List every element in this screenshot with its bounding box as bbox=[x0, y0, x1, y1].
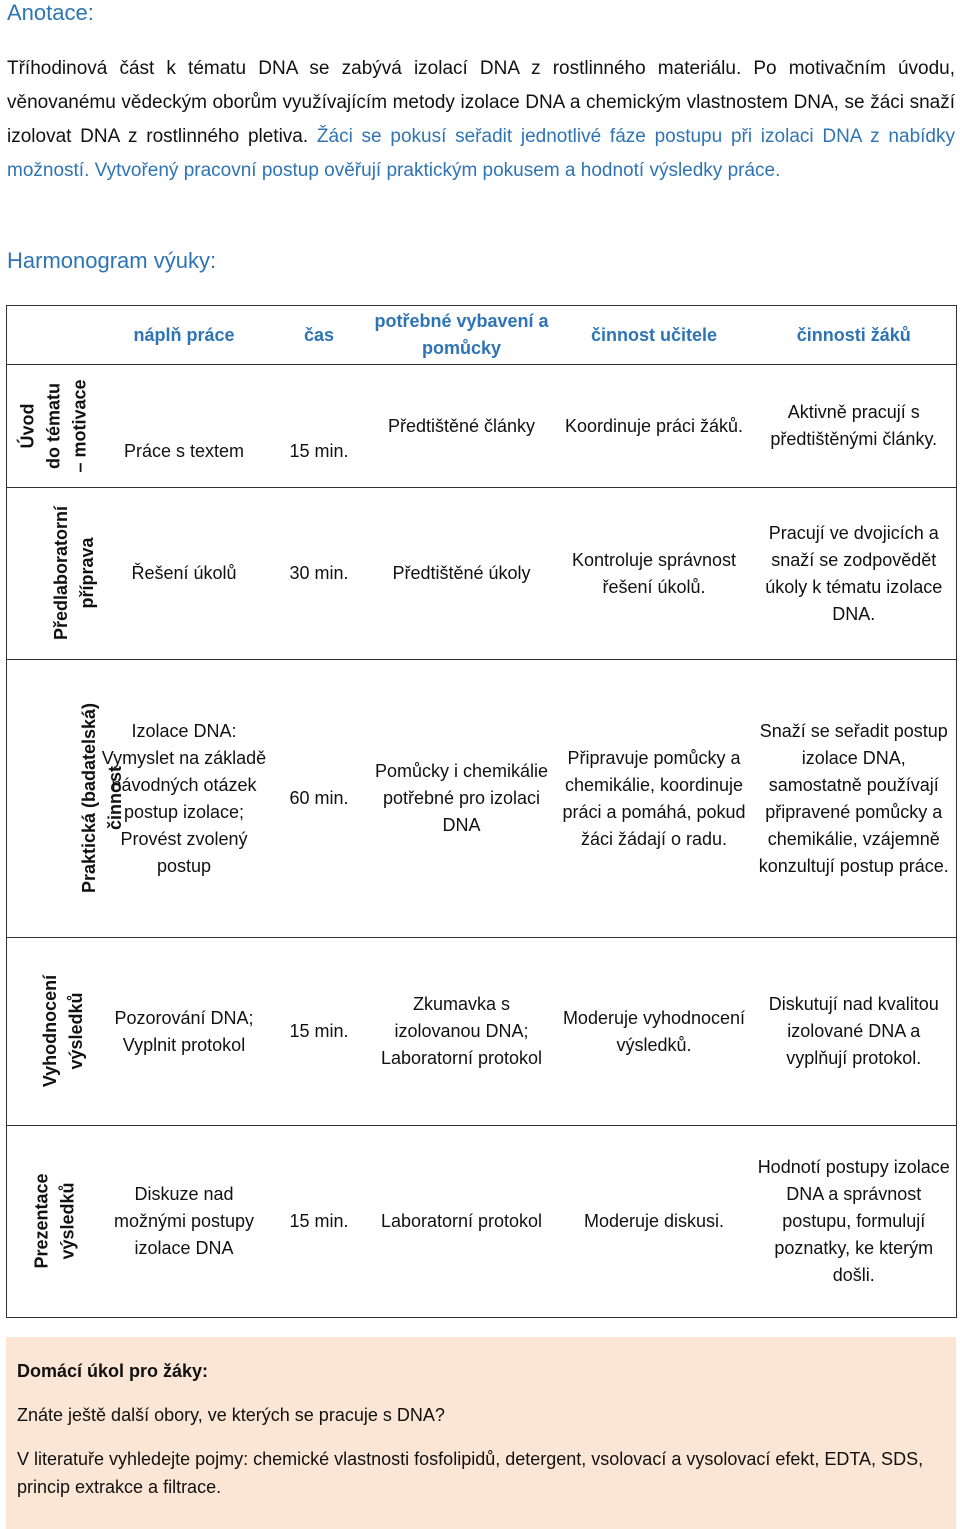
stage-label: Vyhodnocení výsledků bbox=[40, 974, 87, 1088]
header-empty-cell bbox=[7, 306, 97, 365]
annotation-text-part2: Žáci se pokusí seřadit jednotlivé fáze postupu při izolaci DNA z nabídky možností. Vytvořený pracovní postup ověřují praktickým pokusem a hodnotí výsledky práce. bbox=[7, 126, 955, 181]
time-cell: 15 min. bbox=[272, 938, 367, 1126]
students-cell: Hodnotí postupy izolace DNA a správnost postupu, formulují poznatky, ke kterým došli. bbox=[752, 1126, 957, 1318]
table-row bbox=[7, 660, 957, 938]
annotation-text bbox=[7, 52, 955, 188]
equipment-cell: Předtištěné články bbox=[367, 365, 557, 488]
stage-cell bbox=[7, 938, 97, 1126]
teacher-cell: Moderuje diskusi. bbox=[557, 1126, 752, 1318]
header-time: čas bbox=[272, 306, 367, 365]
content-cell: Řešení úkolů bbox=[97, 488, 272, 660]
stage-cell bbox=[7, 365, 97, 488]
annotation-heading: Anotace: bbox=[7, 0, 94, 25]
equipment-cell: Předtištěné úkoly bbox=[367, 488, 557, 660]
time-cell: 15 min. bbox=[272, 365, 367, 488]
students-cell: Pracují ve dvojicích a snaží se zodpovědět úkoly k tématu izolace DNA. bbox=[752, 488, 957, 660]
time-cell: 30 min. bbox=[272, 488, 367, 660]
table-row bbox=[7, 938, 957, 1126]
students-cell: Snaží se seřadit postup izolace DNA, samostatně používají připravené pomůcky a chemikálie, vzájemně konzultují postup práce. bbox=[752, 660, 957, 938]
content-cell: Pozorování DNA; Vyplnit protokol bbox=[97, 938, 272, 1126]
annotation-text-part1: Tříhodinová část k tématu DNA se zabývá izolací DNA z rostlinného materiálu. Po motivačním úvodu, věnovanému vědeckým oborům využívajícím metody izolace DNA a chemickým vlastnostem DNA, se žáci snaží izolovat DNA z rostlinného pletiva. bbox=[7, 58, 955, 147]
teacher-cell: Koordinuje práci žáků. bbox=[557, 365, 752, 488]
stage-label: Prezentace výsledků bbox=[31, 1173, 78, 1269]
content-cell: Izolace DNA: Vymyslet na základě návodných otázek postup izolace; Provést zvolený postup bbox=[97, 660, 272, 938]
table-row bbox=[7, 1126, 957, 1318]
stage-cell bbox=[7, 1126, 97, 1318]
content-cell: Práce s textem bbox=[97, 365, 272, 488]
harmonogram-table bbox=[6, 305, 957, 1318]
stage-label: Předlaboratorní příprava bbox=[51, 505, 98, 641]
table-header-row bbox=[7, 306, 957, 365]
stage-cell bbox=[7, 488, 97, 660]
content-cell: Diskuze nad možnými postupy izolace DNA bbox=[97, 1126, 272, 1318]
time-cell: 60 min. bbox=[272, 660, 367, 938]
students-cell: Aktivně pracují s předtištěnými články. bbox=[752, 365, 957, 488]
stage-label: Praktická (badatelská) činnost bbox=[79, 702, 126, 894]
equipment-cell: Pomůcky i chemikálie potřebné pro izolaci DNA bbox=[367, 660, 557, 938]
time-cell: 15 min. bbox=[272, 1126, 367, 1318]
homework-question: Znáte ještě další obory, ve kterých se pracuje s DNA? bbox=[17, 1405, 445, 1425]
table-row bbox=[7, 365, 957, 488]
header-teacher: činnost učitele bbox=[557, 306, 752, 365]
header-equipment: potřebné vybavení a pomůcky bbox=[367, 306, 557, 365]
homework-task: V literatuře vyhledejte pojmy: chemické vlastnosti fosfolipidů, detergent, vsolovací a vysolovací efekt, EDTA, SDS, princip extrakce a filtrace. bbox=[17, 1449, 924, 1497]
stage-cell bbox=[7, 660, 126, 938]
students-cell: Diskutují nad kvalitou izolované DNA a vyplňují protokol. bbox=[752, 938, 957, 1126]
teacher-cell: Kontroluje správnost řešení úkolů. bbox=[557, 488, 752, 660]
homework-box bbox=[6, 1337, 956, 1529]
teacher-cell: Připravuje pomůcky a chemikálie, koordinuje práci a pomáhá, pokud žáci žádají o radu. bbox=[557, 660, 752, 938]
header-content: náplň práce bbox=[97, 306, 272, 365]
equipment-cell: Zkumavka s izolovanou DNA; Laboratorní protokol bbox=[367, 938, 557, 1126]
harmonogram-heading: Harmonogram výuky: bbox=[7, 248, 217, 273]
table-row bbox=[7, 488, 957, 660]
header-students: činnosti žáků bbox=[752, 306, 957, 365]
homework-title: Domácí úkol pro žáky: bbox=[17, 1361, 209, 1381]
teacher-cell: Moderuje vyhodnocení výsledků. bbox=[557, 938, 752, 1126]
stage-label: Úvod do tématu – motivace bbox=[17, 378, 90, 473]
equipment-cell: Laboratorní protokol bbox=[367, 1126, 557, 1318]
